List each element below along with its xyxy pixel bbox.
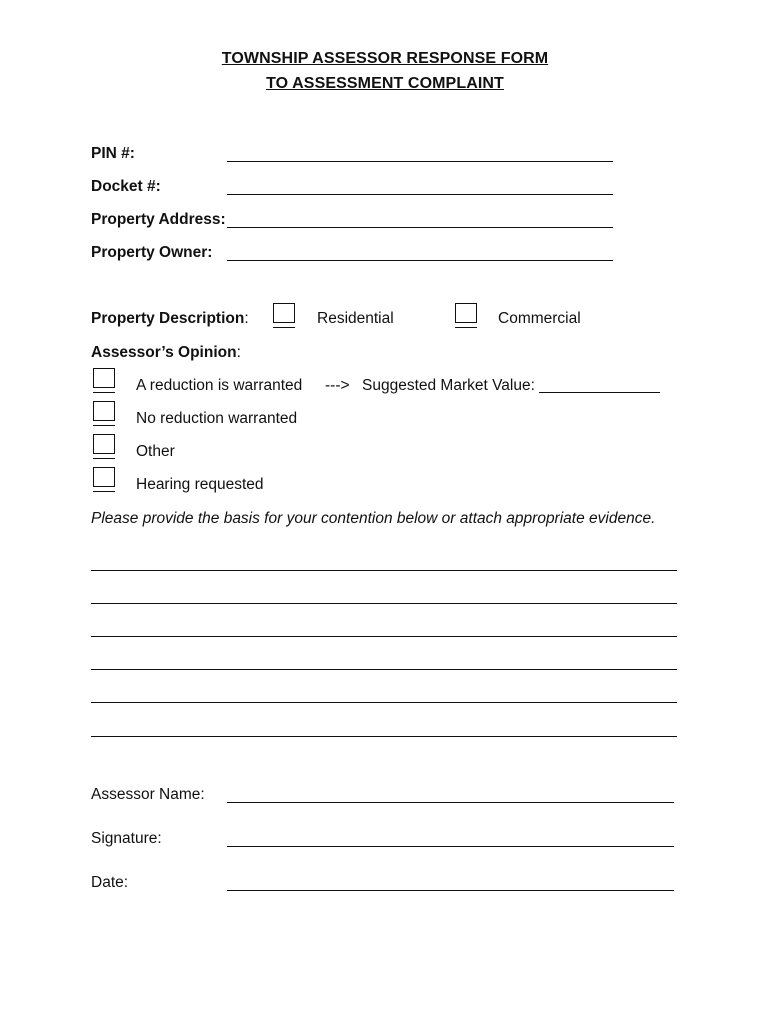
assessor-name-field-line[interactable] xyxy=(227,802,674,803)
instructions-text: Please provide the basis for your contention below or attach appropriate evidence. xyxy=(91,510,656,527)
contention-line[interactable] xyxy=(91,669,677,670)
suggested-market-value-field[interactable]: Suggested Market Value: ______________ xyxy=(362,377,660,394)
pin-field-line[interactable] xyxy=(227,161,613,162)
signature-label: Signature: xyxy=(91,830,162,847)
property-owner-field-line[interactable] xyxy=(227,260,613,261)
hearing-requested-checkbox[interactable] xyxy=(93,467,115,487)
residential-checkbox[interactable] xyxy=(273,303,295,323)
no-reduction-checkbox[interactable] xyxy=(93,401,115,421)
contention-line[interactable] xyxy=(91,736,677,737)
other-checkbox[interactable] xyxy=(93,434,115,454)
reduction-warranted-label: A reduction is warranted xyxy=(136,377,303,394)
contention-line[interactable] xyxy=(91,702,677,703)
docket-field-line[interactable] xyxy=(227,194,613,195)
hearing-requested-label: Hearing requested xyxy=(136,476,264,493)
form-title-line2: TO ASSESSMENT COMPLAINT xyxy=(266,75,504,92)
property-address-field-line[interactable] xyxy=(227,227,613,228)
date-field-line[interactable] xyxy=(227,890,674,891)
contention-line[interactable] xyxy=(91,603,677,604)
docket-label: Docket #: xyxy=(91,178,161,195)
pin-label: PIN #: xyxy=(91,145,135,162)
contention-line[interactable] xyxy=(91,570,677,571)
property-description-label: Property Description: xyxy=(91,310,249,327)
other-label: Other xyxy=(136,443,175,460)
property-owner-label: Property Owner: xyxy=(91,244,213,261)
signature-field-line[interactable] xyxy=(227,846,674,847)
date-label: Date: xyxy=(91,874,129,891)
commercial-label: Commercial xyxy=(498,310,581,327)
assessor-name-label: Assessor Name: xyxy=(91,786,205,803)
form-title-line1: TOWNSHIP ASSESSOR RESPONSE FORM xyxy=(221,50,549,67)
arrow-text: ---> xyxy=(325,377,350,394)
commercial-checkbox[interactable] xyxy=(455,303,477,323)
residential-label: Residential xyxy=(317,310,394,327)
reduction-warranted-checkbox[interactable] xyxy=(93,368,115,388)
contention-line[interactable] xyxy=(91,636,677,637)
no-reduction-label: No reduction warranted xyxy=(136,410,298,427)
property-address-label: Property Address: xyxy=(91,211,226,228)
assessor-opinion-label: Assessor’s Opinion: xyxy=(91,344,241,361)
